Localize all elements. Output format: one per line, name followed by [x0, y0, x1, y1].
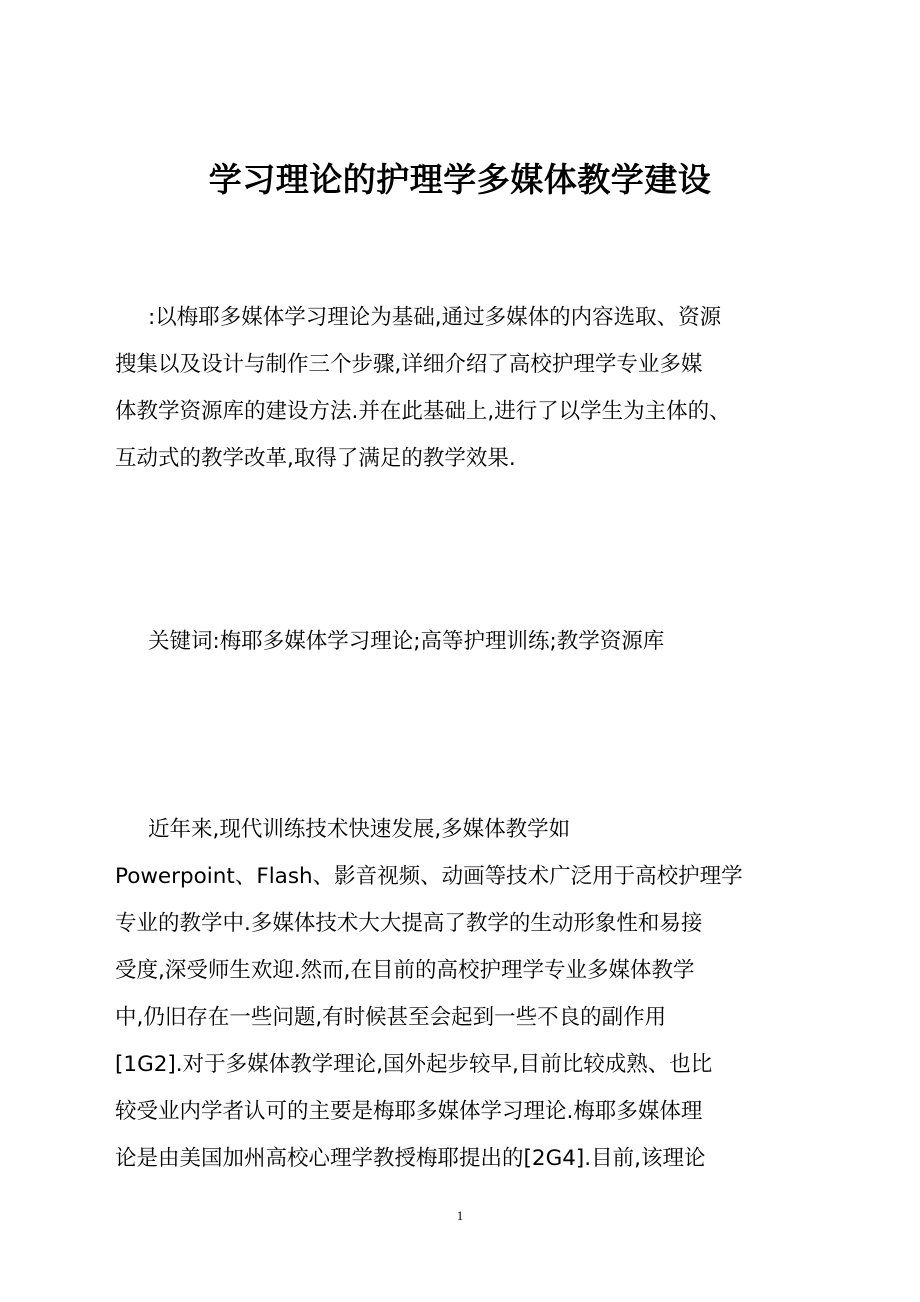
keywords-line: 关键词:梅耶多媒体学习理论;高等护理训练;教学资源库	[148, 629, 665, 654]
abstract-line: 体教学资源库的建设方法.并在此基础上,进行了以学生为主体的、	[115, 399, 731, 424]
body-line: 较受业内学者认可的主要是梅耶多媒体学习理论.梅耶多媒体理	[115, 1099, 703, 1124]
document-title: 学习理论的护理学多媒体教学建设	[208, 160, 712, 199]
body-line: Powerpoint、Flash、影音视频、动画等技术广泛用于高校护理学	[115, 864, 743, 889]
body-paragraph	[115, 806, 815, 1182]
abstract-line: 搜集以及设计与制作三个步骤,详细介绍了高校护理学专业多媒	[115, 352, 703, 377]
abstract-line: 互动式的教学改革,取得了满足的教学效果.	[115, 446, 516, 471]
body-line: 中,仍旧存在一些问题,有时候甚至会起到一些不良的副作用	[115, 1005, 667, 1030]
body-line: 论是由美国加州高校心理学教授梅耶提出的[2G4].目前,该理论	[115, 1146, 706, 1171]
body-line: 专业的教学中.多媒体技术大大提高了教学的生动形象性和易接	[115, 911, 703, 936]
page-number: 1	[456, 1208, 464, 1223]
abstract-line: :以梅耶多媒体学习理论为基础,通过多媒体的内容选取、资源	[148, 305, 722, 330]
body-line: 近年来,现代训练技术快速发展,多媒体教学如	[148, 817, 571, 842]
body-line: 受度,深受师生欢迎.然而,在目前的高校护理学专业多媒体教学	[115, 958, 695, 983]
abstract-paragraph	[115, 294, 815, 482]
keywords-paragraph	[115, 618, 815, 665]
body-line: [1G2].对于多媒体教学理论,国外起步较早,目前比较成熟、也比	[115, 1052, 713, 1077]
